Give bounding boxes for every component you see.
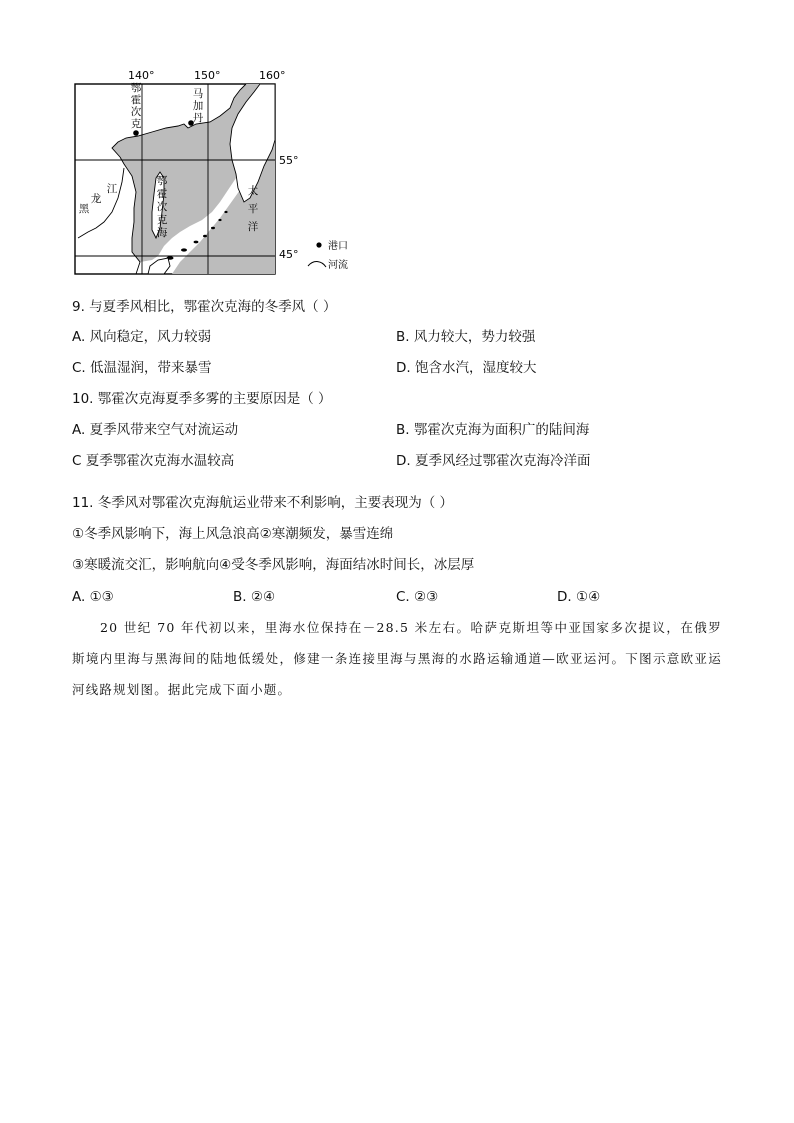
map-label-char: 鄂 bbox=[156, 175, 168, 187]
map-label-char: 鄂 bbox=[130, 82, 142, 94]
port-okhotsk bbox=[133, 130, 139, 136]
question-11-option-b[interactable]: B. ②④ bbox=[233, 589, 276, 605]
question-9-option-c[interactable]: C. 低温湿润，带来暴雪 bbox=[72, 360, 212, 376]
question-10-stem: 10. 鄂霍次克海夏季多雾的主要原因是（ ） bbox=[72, 391, 332, 407]
map-label-char: 丹 bbox=[192, 112, 204, 124]
sea-label bbox=[157, 175, 168, 239]
question-11-option-a[interactable]: A. ①③ bbox=[72, 589, 114, 605]
river-label-char: 龙 bbox=[90, 193, 102, 205]
river-label-char: 黑 bbox=[78, 203, 90, 215]
place-label-okhotsk-city bbox=[131, 82, 142, 130]
lon-label-150: 150° bbox=[194, 69, 221, 82]
question-11-statement-line-1: ①冬季风影响下，海上风急浪高②寒潮频发，暴雪连绵 bbox=[72, 526, 394, 542]
question-10-option-d[interactable]: D. 夏季风经过鄂霍次克海冷洋面 bbox=[396, 453, 591, 469]
question-11-stem: 11. 冬季风对鄂霍次克海航运业带来不利影响，主要表现为（ ） bbox=[72, 495, 454, 511]
map-label-char: 太 bbox=[247, 185, 259, 197]
question-10-option-a[interactable]: A. 夏季风带来空气对流运动 bbox=[72, 422, 239, 438]
lon-label-160: 160° bbox=[259, 69, 286, 82]
legend-port-symbol bbox=[316, 242, 321, 247]
question-10-option-c[interactable]: C 夏季鄂霍次克海水温较高 bbox=[72, 453, 235, 469]
map-label-char: 平 bbox=[247, 203, 259, 215]
ocean-label bbox=[248, 184, 259, 233]
question-10-option-b[interactable]: B. 鄂霍次克海为面积广的陆间海 bbox=[396, 422, 590, 438]
okhotsk-sea-map bbox=[60, 62, 370, 284]
map-label-char: 霍 bbox=[130, 94, 142, 106]
lat-label-45: 45° bbox=[279, 248, 299, 261]
map-label-char: 马 bbox=[192, 88, 204, 100]
map-label-char: 海 bbox=[156, 227, 168, 239]
map-label-char: 克 bbox=[130, 118, 142, 130]
legend-river-label: 河流 bbox=[328, 260, 348, 271]
question-11-option-c[interactable]: C. ②③ bbox=[396, 589, 439, 605]
lat-label-55: 55° bbox=[279, 154, 299, 167]
question-9-option-a[interactable]: A. 风向稳定，风力较弱 bbox=[72, 329, 212, 345]
question-9-option-d[interactable]: D. 饱含水汽，湿度较大 bbox=[396, 360, 537, 376]
map-label-char: 克 bbox=[156, 214, 168, 226]
lon-label-140: 140° bbox=[128, 69, 155, 82]
map-label-char: 洋 bbox=[247, 221, 259, 233]
question-9-option-b[interactable]: B. 风力较大，势力较强 bbox=[396, 329, 536, 345]
legend-port-label: 港口 bbox=[328, 241, 348, 252]
question-11-statement-line-2: ③寒暖流交汇，影响航向④受冬季风影响，海面结冰时间长，冰层厚 bbox=[72, 557, 475, 573]
map-label-char: 加 bbox=[192, 100, 204, 112]
river-label-char: 江 bbox=[106, 183, 118, 195]
place-label-magadan bbox=[193, 88, 204, 124]
question-9-stem: 9. 与夏季风相比，鄂霍次克海的冬季风（ ） bbox=[72, 299, 337, 315]
legend-river-symbol bbox=[308, 262, 326, 267]
map-svg bbox=[60, 62, 370, 284]
map-label-char: 霍 bbox=[156, 188, 168, 200]
reading-passage: 20 世纪 70 年代初以来，里海水位保持在－28.5 米左右。哈萨克斯坦等中亚国家多次提议，在俄罗斯境内里海与黑海间的陆地低缓处，修建一条连接里海与黑海的水路运输通道—欧亚运河。下图示意欧亚运河线路规划图。据此完成下面小题。 bbox=[72, 620, 722, 697]
map-label-char: 次 bbox=[156, 201, 168, 213]
question-11-option-d[interactable]: D. ①④ bbox=[557, 589, 601, 605]
map-label-char: 次 bbox=[130, 106, 142, 118]
